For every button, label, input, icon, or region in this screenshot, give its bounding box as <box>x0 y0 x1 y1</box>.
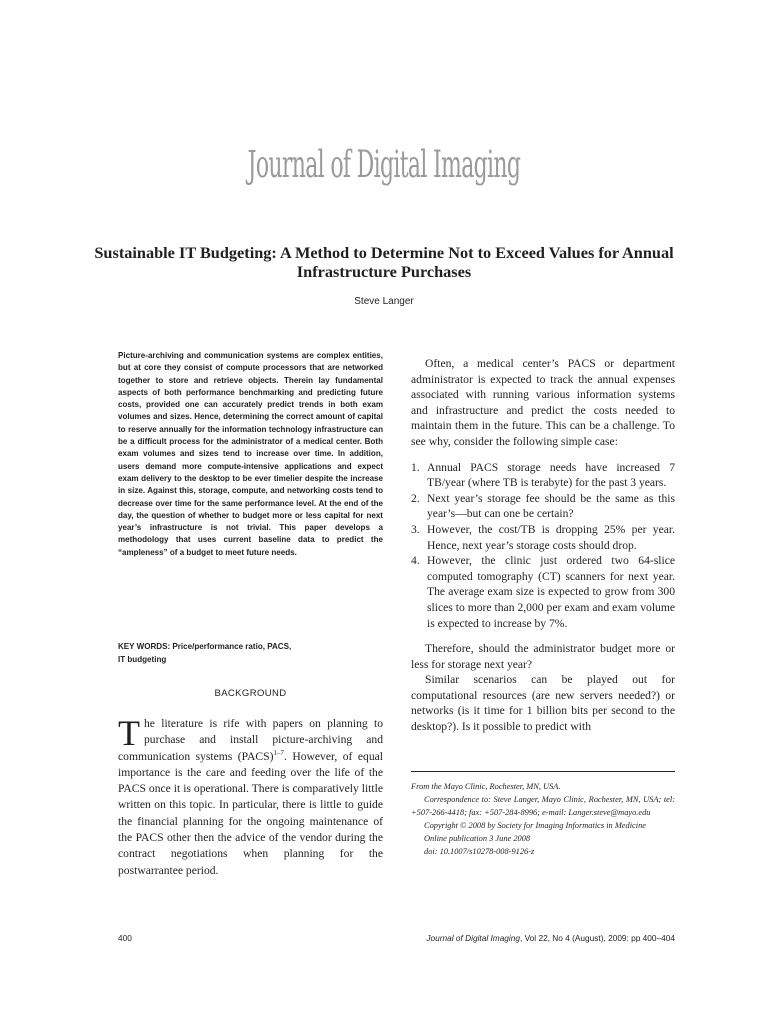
citation-superscript: 1–7 <box>273 748 284 757</box>
footnote-copyright: Copyright © 2008 by Society for Imaging Informatics in Medicine <box>424 821 646 830</box>
list-item-number: 4. <box>411 554 420 568</box>
footnote <box>411 780 675 858</box>
list-item <box>411 491 675 522</box>
list-item <box>411 553 675 631</box>
list-item-text: However, the cost/TB is dropping 25% per year. Hence, next year’s storage costs should drop. <box>427 522 675 552</box>
drop-cap: T <box>118 713 140 753</box>
case-list <box>411 460 675 632</box>
background-paragraph <box>118 713 383 879</box>
list-item-text: Next year’s storage fee should be the same as this year’s—but can one be certain? <box>427 491 675 521</box>
page-number: 400 <box>118 933 132 943</box>
keywords <box>118 640 383 666</box>
abstract: Picture-archiving and communication systems are complex entities, but at core they consist of compute processors that are networked together to store and retrieve objects. Therein lay fundamental aspects of both performance benchmarking and predicting future costs, provided one can accurately predict trends in both exam volumes and sizes. Hence, determining the correct amount of capital to reserve annually for the information technology infrastructure can be a difficult process for the administrator of a medical center. Both exam volumes and sizes tend to increase over time. In addition, users demand more compute-intensive applications and expect exam delivery to the desktop to be ever timelier despite the increase in size. Against this, storage, compute, and networking costs tend to decrease over time for the same performance level. At the end of the day, the question of whether to budget more or less capital for next year’s infrastructure is not trivial. This paper develops a methodology that uses current baseline data to predict the “ampleness” of a budget to meet future needs. <box>118 351 383 557</box>
journal-citation <box>426 933 675 943</box>
author-name: Steve Langer <box>354 296 414 307</box>
citation-details: , Vol 22, No 4 (August), 2009: pp 400–404 <box>520 933 675 943</box>
list-item-number: 3. <box>411 522 420 536</box>
scenarios-paragraph: Similar scenarios can be played out for computational resources (are new servers needed?) or networks (is it time for 1 billion bits per second to the desktop?). Is it possible to predict with <box>411 673 675 734</box>
right-column <box>411 356 675 735</box>
budget-question-paragraph: Therefore, should the administrator budget more or less for storage next year? <box>411 642 675 671</box>
list-item-number: 2. <box>411 491 420 505</box>
footnote-correspondence: Correspondence to: Steve Langer, Mayo Clinic, Rochester, MN, USA; tel: +507-266-4418; fax: +507-284-8996; e-mail: Langer.steve@mayo.edu <box>411 795 675 817</box>
citation-journal-name: Journal of Digital Imaging <box>426 933 520 943</box>
list-item <box>411 522 675 553</box>
list-item <box>411 460 675 491</box>
article-title: Sustainable IT Budgeting: A Method to Determine Not to Exceed Values for Annual Infrastructure Purchases <box>94 243 674 281</box>
footnote-doi: doi: 10.1007/s10278-008-9126-z <box>424 847 535 856</box>
list-item-text: However, the clinic just ordered two 64-slice computed tomography (CT) scanners for next year. The average exam size is expected to grow from 300 slices to more than 2,000 per exam and exam volume is expected to increase by 7%. <box>427 554 675 630</box>
footnote-online-publication: Online publication 3 June 2008 <box>424 834 531 843</box>
background-text-end: . However, of equal importance is the care and feeding over the life of the PACS once it is operational. There is comparatively little written on this topic. In particular, there is little to guide the financial planning for the ongoing maintenance of the PACS other then the advice of the vendor during the contract negotiations when planning for the postwarrantee period. <box>118 749 383 877</box>
footnote-affiliation: From the Mayo Clinic, Rochester, MN, USA. <box>411 782 561 791</box>
keywords-line-2: IT budgeting <box>118 655 167 664</box>
section-heading-background: BACKGROUND <box>214 688 287 699</box>
list-item-text: Annual PACS storage needs have increased 7 TB/year (where TB is terabyte) for the past 3 years. <box>427 460 675 490</box>
journal-logo: Journal of Digital Imaging <box>247 143 521 186</box>
background-text-start: he literature is rife with papers on planning to purchase and install picture-archiving and communication systems (PACS) <box>118 717 383 763</box>
intro-paragraph: Often, a medical center’s PACS or department administrator is expected to track the annual expenses associated with running various information systems and infrastructure and predict the costs needed to maintain them in the future. This can be a challenge. To see why, consider the following simple case: <box>411 357 675 448</box>
list-item-number: 1. <box>411 460 420 474</box>
footnote-divider <box>411 771 675 772</box>
keywords-line-1: KEY WORDS: Price/performance ratio, PACS, <box>118 642 292 651</box>
